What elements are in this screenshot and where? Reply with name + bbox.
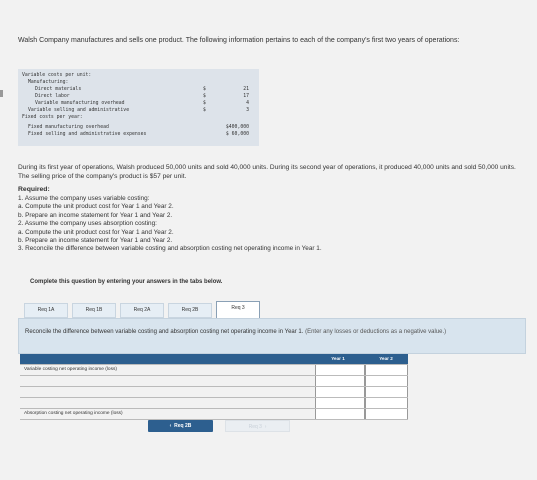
cost-value: 21 <box>243 87 249 92</box>
row-label: Absorption costing net operating income (loss) <box>24 411 123 416</box>
required-list <box>18 195 322 254</box>
cost-row <box>18 86 259 93</box>
cost-row <box>18 114 259 121</box>
cost-label: Direct labor <box>35 94 70 99</box>
header-year-1: Year 1 <box>331 356 345 361</box>
complete-instructions: Complete this question by entering your answers in the tabs below. <box>30 279 223 285</box>
prev-tab-button[interactable] <box>148 420 213 432</box>
required-item: a. Compute the unit product cost for Year 1 and Year 2. <box>18 228 174 236</box>
required-item: a. Compute the unit product cost for Year 1 and Year 2. <box>18 203 174 211</box>
chevron-left-icon: ‹ <box>169 423 175 429</box>
intro-text: Walsh Company manufactures and sells one product. The following information pertains to each of the company's first two years of operations: <box>18 37 460 44</box>
cost-row <box>18 93 259 100</box>
required-title: Required: <box>18 186 50 193</box>
required-item: b. Prepare an income statement for Year 1 and Year 2. <box>18 211 173 219</box>
cost-value: 4 <box>246 101 249 106</box>
cost-dollar: $ <box>203 87 206 92</box>
cost-value: 3 <box>246 108 249 113</box>
year-1-input[interactable] <box>315 398 365 408</box>
grid-row <box>20 376 408 387</box>
year-2-input[interactable] <box>365 387 408 397</box>
question-panel <box>18 318 526 354</box>
grid-row <box>20 387 408 398</box>
cost-value: $400,000 <box>225 125 249 130</box>
operations-info-text: During its first year of operations, Walsh produced 50,000 units and sold 40,000 units. During its second year of operations, it produced 40,000 units and sold 50,000 units. The selling price of the company's product is $57 per unit. <box>18 164 516 180</box>
year-2-input[interactable] <box>365 409 408 419</box>
cost-label: Fixed costs per year: <box>22 115 83 120</box>
page-edge-mark <box>0 90 3 97</box>
next-tab-button[interactable] <box>225 420 290 432</box>
grid-row <box>20 409 408 420</box>
cost-label: Variable manufacturing overhead <box>35 101 125 106</box>
cost-label: Manufacturing: <box>28 80 69 85</box>
panel-instruction: Reconcile the difference between variable costing and absorption costing net operating income in Year 1. <box>25 329 304 335</box>
row-label: Variable costing net operating income (loss) <box>24 367 117 372</box>
cost-label: Variable costs per unit: <box>22 73 92 78</box>
year-1-input[interactable] <box>315 376 365 386</box>
cost-dollar: $ <box>203 101 206 106</box>
required-item: b. Prepare an income statement for Year 1 and Year 2. <box>18 237 173 245</box>
cost-value: $ 60,000 <box>225 132 249 137</box>
year-1-input[interactable] <box>315 365 365 375</box>
tab-req-3[interactable]: Req 3 <box>216 301 260 318</box>
tab-req-1a[interactable]: Req 1A <box>24 303 68 318</box>
tab-req-1b[interactable]: Req 1B <box>72 303 116 318</box>
year-2-input[interactable] <box>365 365 408 375</box>
required-item: 3. Reconcile the difference between variable costing and absorption costing net operating income in Year 1. <box>18 245 322 253</box>
chevron-right-icon: › <box>261 424 267 430</box>
tab-req-2a[interactable]: Req 2A <box>120 303 164 318</box>
cost-label: Variable selling and administrative <box>28 108 130 113</box>
year-1-input[interactable] <box>315 409 365 419</box>
cost-row <box>18 107 259 114</box>
cost-data-table <box>18 69 259 146</box>
header-year-2: Year 2 <box>379 356 393 361</box>
cost-row <box>18 131 259 138</box>
cost-row <box>18 100 259 107</box>
next-label: Req 3 <box>248 424 262 430</box>
grid-header-row <box>20 354 408 365</box>
cost-label: Direct materials <box>35 87 82 92</box>
required-item: 2. Assume the company uses absorption costing: <box>18 220 157 228</box>
cost-row <box>18 124 259 131</box>
cost-row <box>18 79 259 86</box>
cost-dollar: $ <box>203 94 206 99</box>
cost-label: Fixed manufacturing overhead <box>28 125 109 130</box>
year-2-input[interactable] <box>365 398 408 408</box>
year-1-input[interactable] <box>315 387 365 397</box>
cost-row <box>18 72 259 79</box>
grid-row <box>20 398 408 409</box>
grid-row <box>20 365 408 376</box>
panel-note: (Enter any losses or deductions as a negative value.) <box>305 329 447 335</box>
cost-value: 17 <box>243 94 249 99</box>
year-2-input[interactable] <box>365 376 408 386</box>
required-item: 1. Assume the company uses variable costing: <box>18 195 150 202</box>
cost-dollar: $ <box>203 108 206 113</box>
tab-req-2b[interactable]: Req 2B <box>168 303 212 318</box>
prev-label: Req 2B <box>174 423 192 429</box>
cost-label: Fixed selling and administrative expenses <box>28 132 147 137</box>
